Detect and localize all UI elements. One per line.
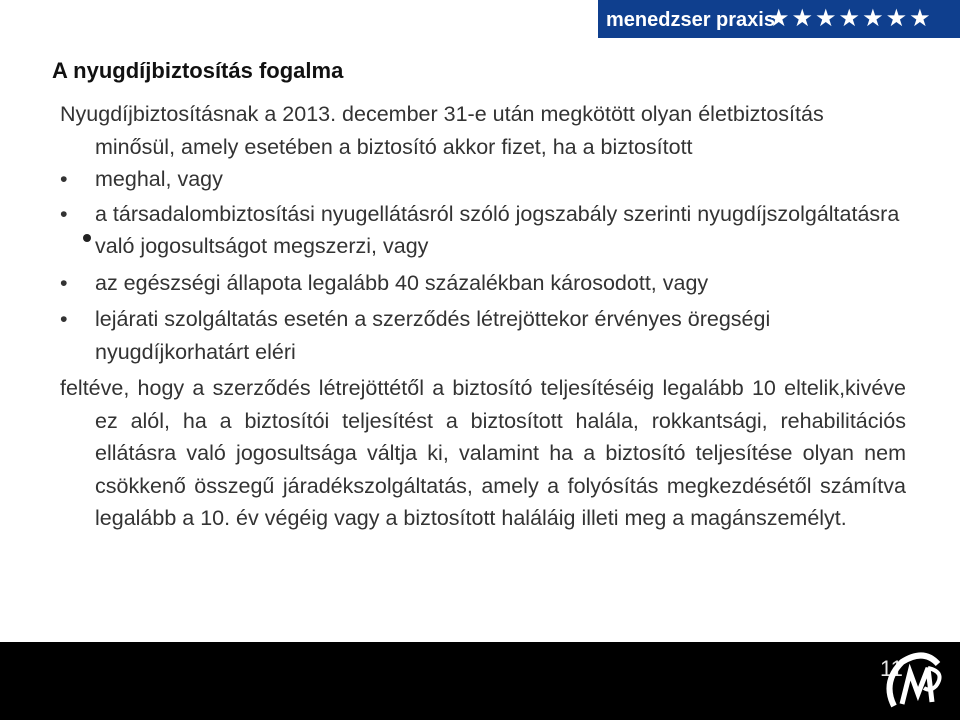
mp-logo-icon bbox=[874, 646, 948, 716]
bullet-text: az egészségi állapota legalább 40 százalékban károsodott, vagy bbox=[95, 270, 709, 295]
bullet-text: a társadalombiztosítási nyugellátásról szóló jogszabály szerinti nyugdíjszolgáltatásra való jogosultságot megszerzi, vagy bbox=[95, 201, 900, 258]
bullet-icon: • bbox=[60, 201, 68, 226]
brand-name: menedzser praxis bbox=[606, 9, 775, 31]
bullet-item bbox=[60, 303, 906, 368]
bullet-icon: • bbox=[60, 167, 68, 191]
slide-body bbox=[60, 98, 906, 556]
bullet-item bbox=[60, 163, 906, 196]
brand-banner bbox=[598, 0, 960, 38]
bullet-icon: • bbox=[60, 307, 68, 331]
bullet-text: meghal, vagy bbox=[95, 167, 223, 191]
bullet-item bbox=[60, 198, 906, 263]
condition-paragraph: feltéve, hogy a szerződés létrejöttétől a biztosító teljesítéséig legalább 10 eltelik,kivéve ez alól, ha a biztosítói teljesítést a biztosított halála, rokkantsági, rehabilitációs ellátásra való jogosultsága váltja ki, valamint ha a biztosító teljesítése olyan nem csökkenő összegű járadékszolgáltatás, amely a folyósítás megkezdésétől számítva legalább a 10. év végéig vagy a biztosított haláláig illeti meg a magánszemélyt. bbox=[60, 376, 906, 530]
stray-bullet-dot bbox=[83, 234, 91, 242]
bullet-icon: • bbox=[60, 270, 68, 295]
intro-paragraph: Nyugdíjbiztosításnak a 2013. december 31-e után megkötött olyan életbiztosítás minősül, amely esetében a biztosító akkor fizet, ha a biztosított bbox=[60, 102, 824, 159]
bullet-item bbox=[60, 267, 906, 300]
slide-title: A nyugdíjbiztosítás fogalma bbox=[52, 58, 344, 83]
rating-stars: ★★★★★★★ bbox=[768, 5, 933, 32]
footer-bar bbox=[0, 642, 960, 720]
page-number: 11 bbox=[880, 656, 903, 681]
bullet-text: lejárati szolgáltatás esetén a szerződés létrejöttekor érvényes öregségi nyugdíjkorhatárt eléri bbox=[95, 307, 771, 364]
